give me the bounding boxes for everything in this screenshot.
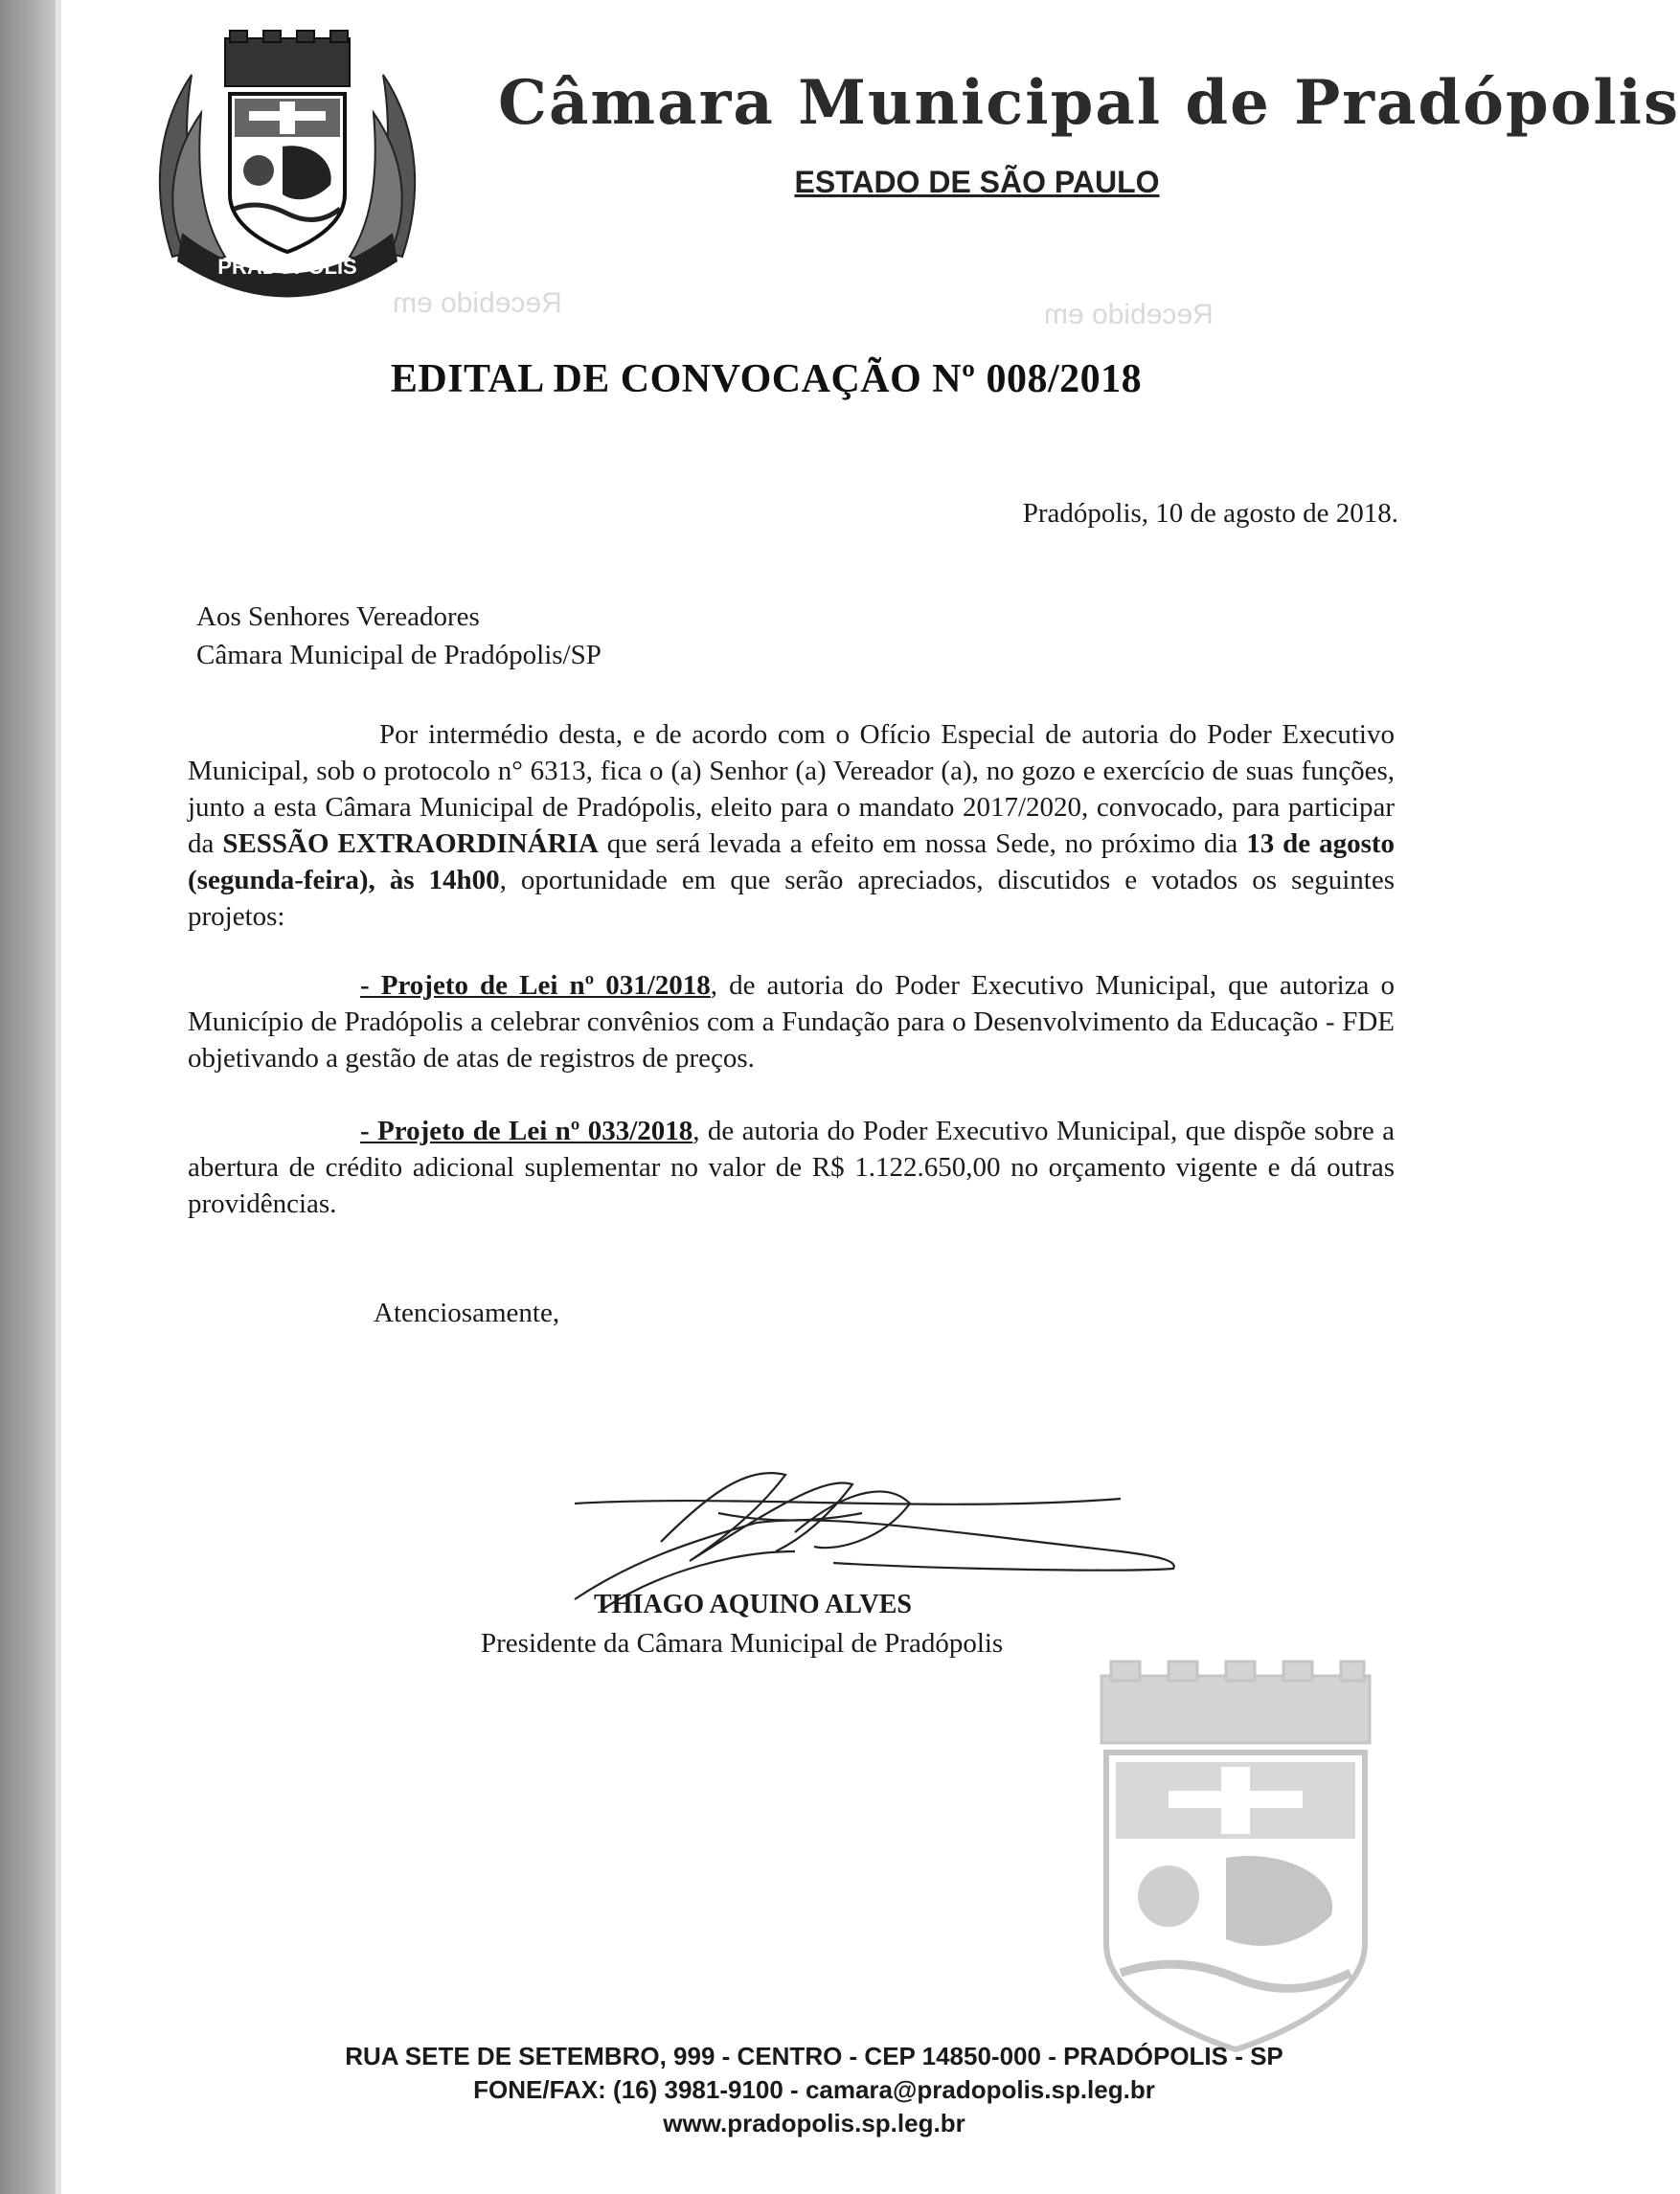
document-title: EDITAL DE CONVOCAÇÃO Nº 008/2018 [390,357,1143,401]
recipient-line: Câmara Municipal de Pradópolis/SP [196,640,602,670]
footer-phone-email: FONE/FAX: (16) 3981-9100 - camara@pradopolis.sp.leg.br [473,2075,1155,2104]
paragraph-text: Por intermédio desta, e de acordo com o Ofício Especial de autoria do Poder Executivo Municipal, sob o protocolo n° 6313, fica o (a) Senhor (a) Vereador (a), no gozo e exercício de suas funções, junto a esta Câmara Municipal de Pradópolis, eleito para o mandato 2017/2020, convocado, para participar da [188,719,1395,859]
session-type: SESSÃO EXTRAORDINÁRIA [222,828,599,859]
footer-website: www.pradopolis.sp.leg.br [663,2109,965,2137]
footer-contact [192,2040,1437,2140]
bill-description: , de autoria do Poder Executivo Municipal, que dispõe sobre a abertura de crédito adicional suplementar no valor de R$ 1.122.650,00 no orçamento vigente e dá outras providências. [188,1116,1395,1219]
convocation-paragraph [188,716,1395,935]
recipient-line: Aos Senhores Vereadores [196,601,480,632]
bill-number: - Projeto de Lei nº 033/2018 [360,1116,693,1146]
session-datetime: 13 de agosto (segunda-feira), às 14h00 [188,828,1396,895]
bill-paragraph [188,1113,1395,1222]
bill-number: - Projeto de Lei nº 031/2018 [360,970,711,1001]
watermark-crest-icon [1063,1657,1408,2059]
footer-address: RUA SETE DE SETEMBRO, 999 - CENTRO - CEP 14850-000 - PRADÓPOLIS - SP [345,2042,1283,2070]
signer-role: Presidente da Câmara Municipal de Pradópolis [481,1628,1004,1659]
scan-left-band-edge [56,0,61,2194]
document-date: Pradópolis, 10 de agosto de 2018. [1022,498,1398,529]
recipients-block [196,598,602,674]
svg-text:PRADÓPOLIS: PRADÓPOLIS [217,255,357,279]
paragraph-text: que será levada a efeito em nossa Sede, no próximo dia [606,828,1238,859]
state-subheading: ESTADO DE SÃO PAULO [794,165,1160,199]
faint-stamp-ghost: Recebido em [393,287,562,319]
bill-paragraph [188,967,1395,1076]
signer-name: THIAGO AQUINO ALVES [594,1590,912,1619]
scan-left-band [0,0,56,2194]
faint-stamp-ghost: Recebido em [1044,299,1214,330]
paragraph-text: , oportunidade em que serão apreciados, discutidos e votados os seguintes projetos: [188,865,1396,932]
chamber-name-heading: Câmara Municipal de Pradópolis [498,67,1680,139]
municipal-crest-icon [144,27,431,295]
bill-description: , de autoria do Poder Executivo Municipal, que autoriza o Município de Pradópolis a celebrar convênios com a Fundação para o Desenvolvimento da Educação - FDE objetivando a gestão de atas de registros de preços. [188,970,1396,1074]
closing-salutation: Atenciosamente, [374,1298,560,1328]
